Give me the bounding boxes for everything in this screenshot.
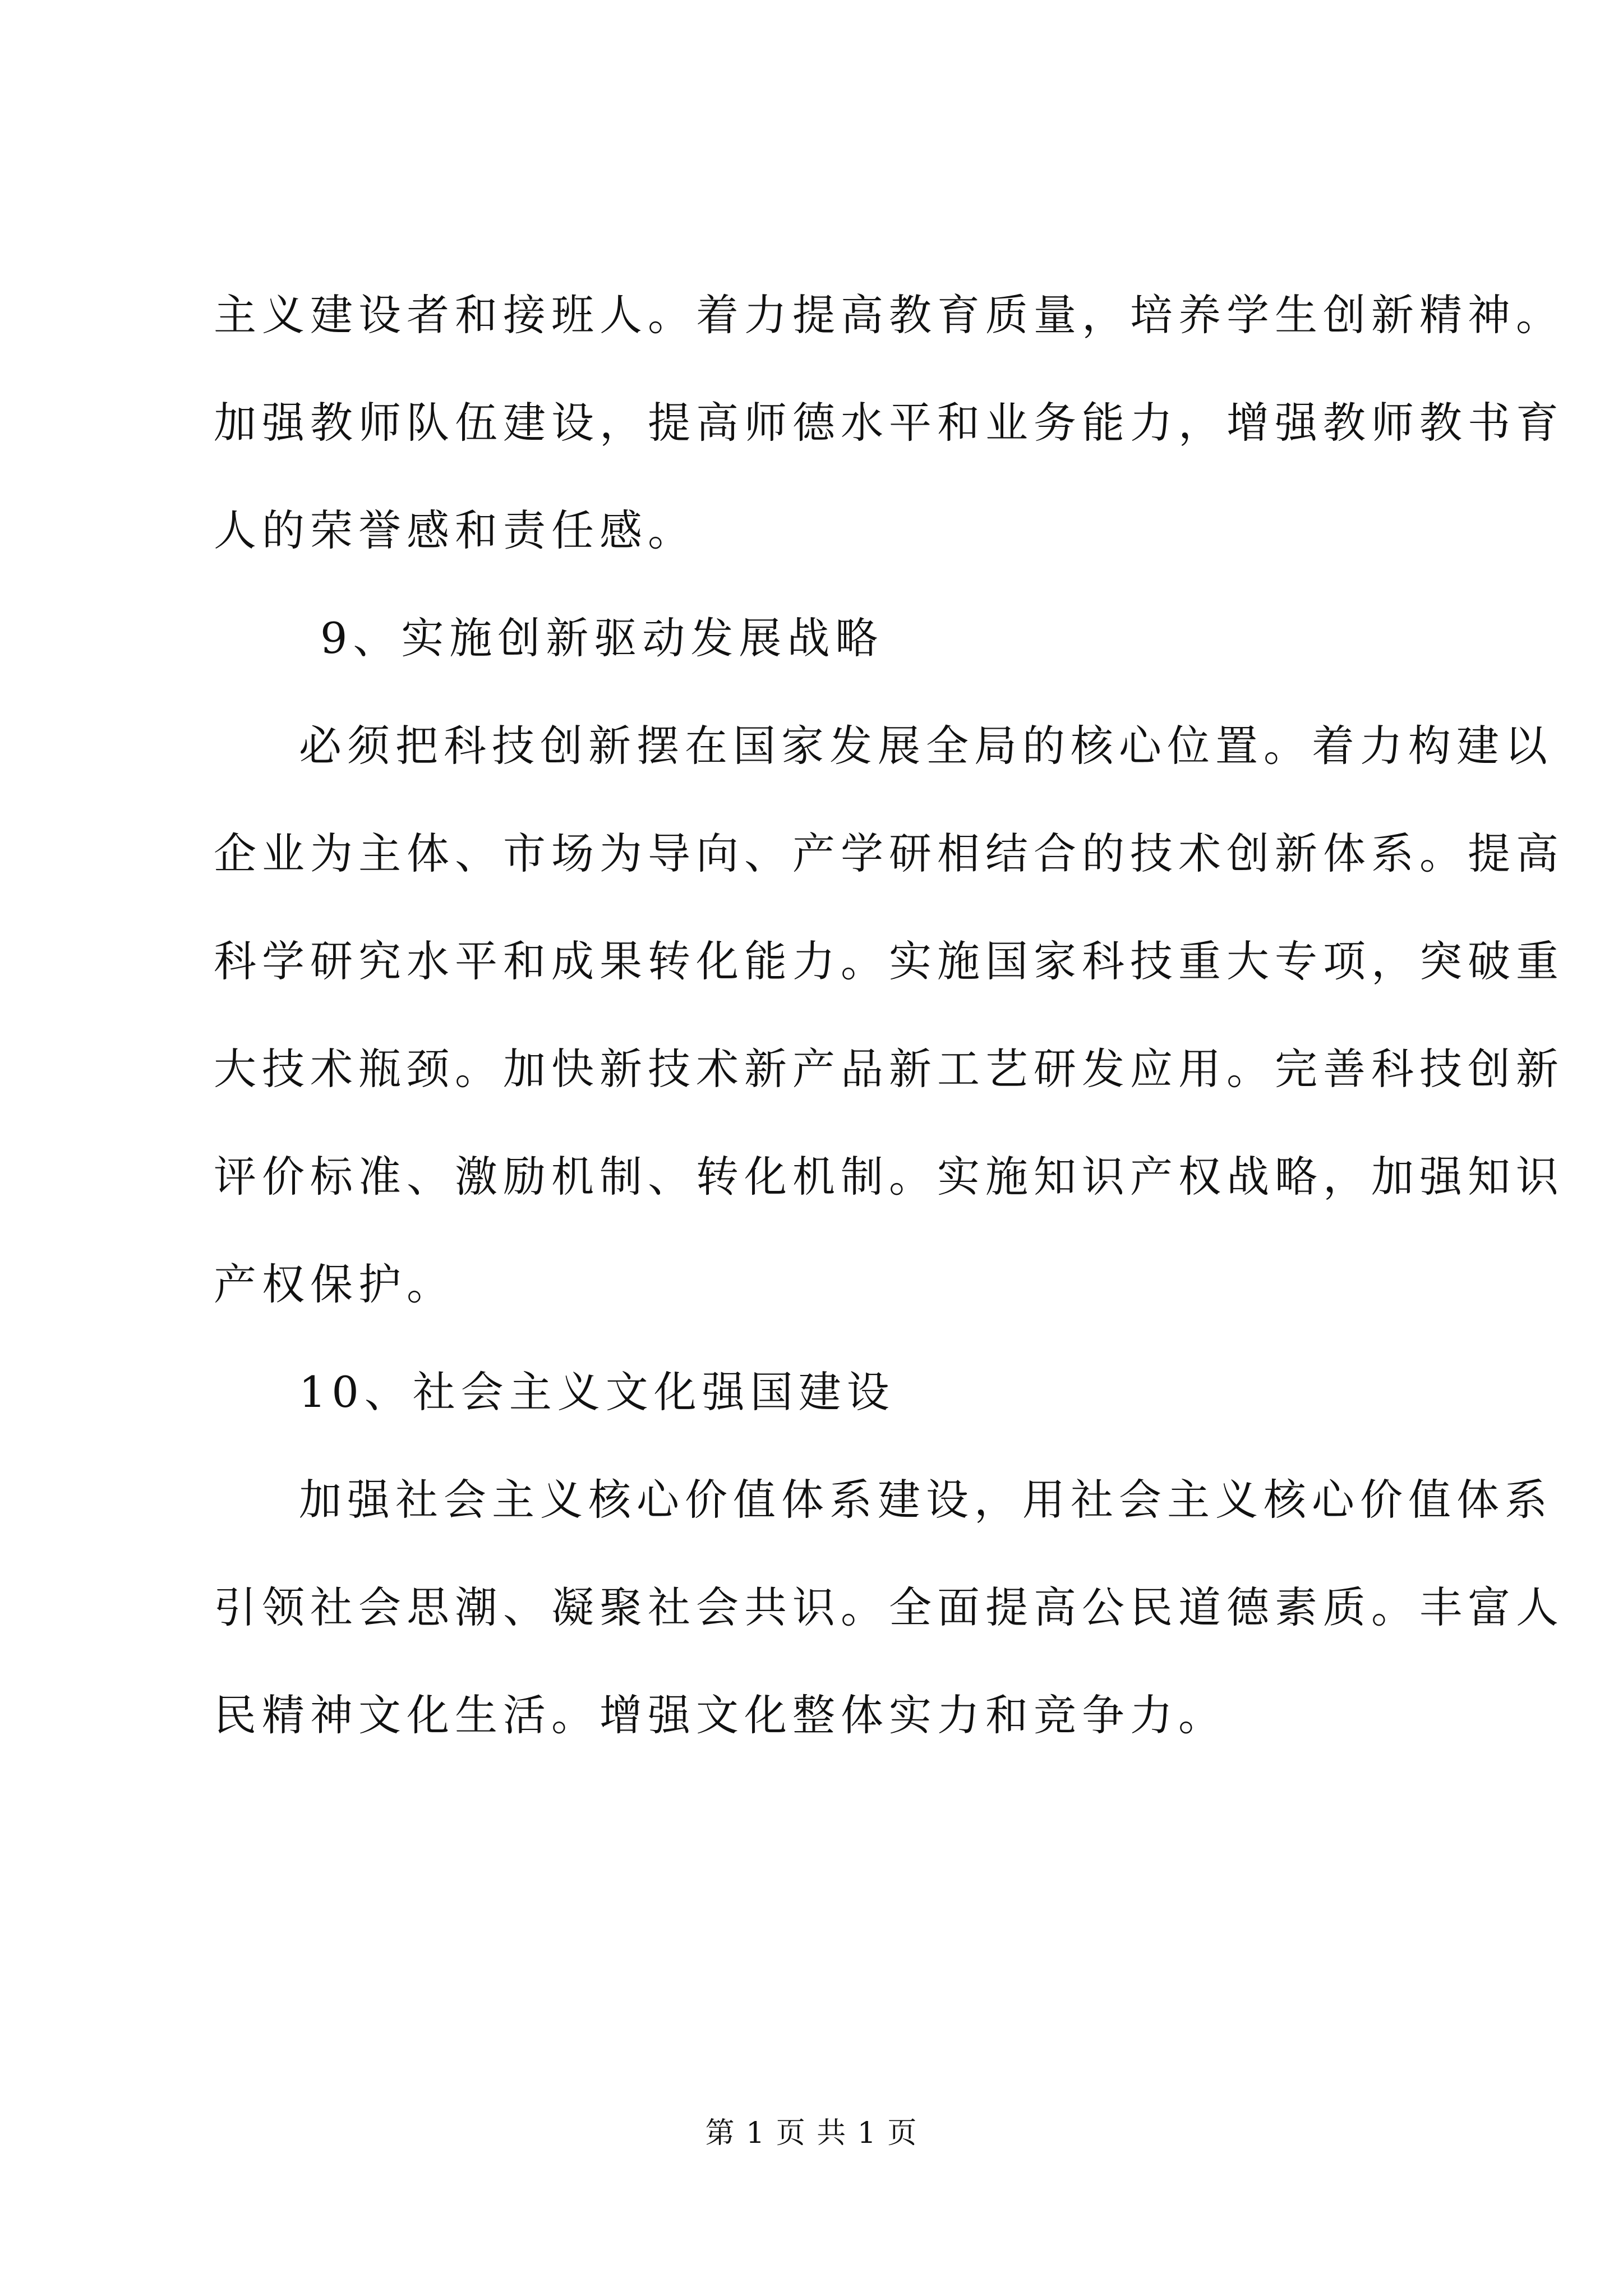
document-body <box>214 261 1564 1769</box>
page-number-footer: 第 1 页 共 1 页 <box>705 2116 918 2150</box>
paragraph-line: 加强社会主义核心价值体系建设，用社会主义核心价值体系 <box>299 1475 1553 1525</box>
paragraph-line: 引领社会思潮、凝聚社会共识。全面提高公民道德素质。丰富人 <box>214 1582 1564 1632</box>
body-line: 主义建设者和接班人。着力提高教育质量，培养学生创新精神。 <box>214 290 1564 340</box>
paragraph-line: 产权保护。 <box>214 1259 455 1309</box>
paragraph-line: 民精神文化生活。增强文化整体实力和竞争力。 <box>214 1690 1227 1740</box>
paragraph-line: 必须把科技创新摆在国家发展全局的核心位置。着力构建以 <box>299 721 1553 771</box>
section-heading-10: 10、社会主义文化强国建设 <box>299 1367 895 1417</box>
section-heading-9: 9、实施创新驱动发展战略 <box>320 613 884 663</box>
paragraph-line: 企业为主体、市场为导向、产学研相结合的技术创新体系。提高 <box>214 829 1564 878</box>
paragraph-line: 评价标准、激励机制、转化机制。实施知识产权战略，加强知识 <box>214 1152 1564 1202</box>
body-line: 人的荣誉感和责任感。 <box>214 505 696 555</box>
body-line: 加强教师队伍建设，提高师德水平和业务能力，增强教师教书育 <box>214 398 1564 448</box>
paragraph-line: 大技术瓶颈。加快新技术新产品新工艺研发应用。完善科技创新 <box>214 1044 1564 1094</box>
paragraph-line: 科学研究水平和成果转化能力。实施国家科技重大专项，突破重 <box>214 936 1564 986</box>
